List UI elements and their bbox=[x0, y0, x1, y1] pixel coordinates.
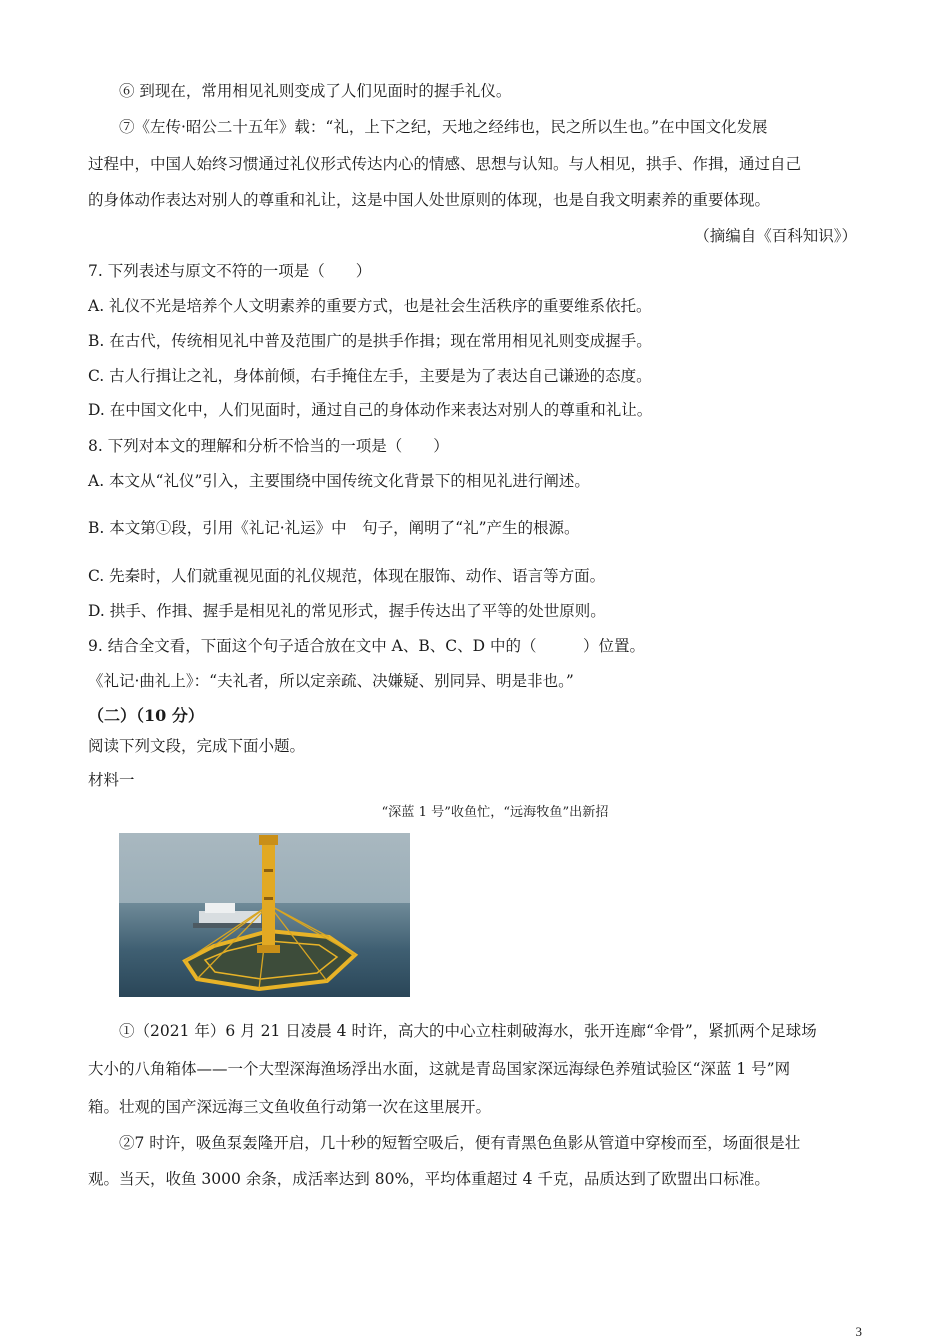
section-2-header: （二）（10 分） bbox=[88, 706, 204, 725]
question-7-option-c: C. 古人行揖让之礼，身体前倾，右手掩住左手，主要是为了表达自己谦逊的态度。 bbox=[88, 367, 652, 385]
paragraph-7-line-3: 的身体动作表达对别人的尊重和礼让，这是中国人处世原则的体现，也是自我文明素养的重要体现。 bbox=[88, 191, 771, 209]
line-text: 过程中，中国人始终习惯通过礼仪形式传达内心的情感、思想与认知。与人相见，拱手、作揖，通过自己 bbox=[88, 155, 802, 173]
article-paragraph-1-line-3: 箱。壮观的国产深远海三文鱼收鱼行动第一次在这里展开。 bbox=[88, 1098, 492, 1116]
fish-farm-photo bbox=[119, 833, 410, 997]
question-7-option-a: A. 礼仪不光是培养个人文明素养的重要方式，也是社会生活秩序的重要维系依托。 bbox=[88, 297, 652, 315]
question-8-option-c: C. 先秦时，人们就重视见面的礼仪规范，体现在服饰、动作、语言等方面。 bbox=[88, 567, 606, 585]
page-number: 3 bbox=[855, 1324, 862, 1339]
paragraph-7-line-2 bbox=[88, 154, 862, 174]
question-7-option-b: B. 在古代，传统相见礼中普及范围广的是拱手作揖；现在常用相见礼则变成握手。 bbox=[88, 332, 652, 350]
paragraph-6: ⑥ 到现在，常用相见礼则变成了人们见面时的握手礼仪。 bbox=[119, 82, 512, 100]
question-8-option-d: D. 拱手、作揖、握手是相见礼的常见形式，握手传达出了平等的处世原则。 bbox=[88, 602, 606, 620]
article-paragraph-2-line-2: 观。当天，收鱼 3000 余条，成活率达到 80%，平均体重超过 4 千克，品质达到了欧盟出口标准。 bbox=[88, 1170, 770, 1188]
article-paragraph-1-line-2 bbox=[88, 1059, 862, 1079]
article-paragraph-1-line-1: ①（2021 年）6 月 21 日凌晨 4 时许，高大的中心立柱刺破海水，张开连廊“伞骨”，紧抓两个足球场 bbox=[119, 1022, 817, 1040]
question-9-stem: 9. 结合全文看，下面这个句子适合放在文中 A、B、C、D 中的（ ）位置。 bbox=[88, 637, 645, 655]
question-8-option-b: B. 本文第①段，引用《礼记·礼运》中 句子，阐明了“礼”产生的根源。 bbox=[88, 519, 580, 537]
question-9-quote: 《礼记·曲礼上》：“夫礼者，所以定亲疏、决嫌疑、别同异、明是非也。” bbox=[88, 672, 574, 690]
question-7-option-d: D. 在中国文化中，人们见面时，通过自己的身体动作来表达对别人的尊重和礼让。 bbox=[88, 401, 653, 419]
article-paragraph-2-line-1: ②7 时许，吸鱼泵轰隆开启，几十秒的短暂空吸后，便有青黑色鱼影从管道中穿梭而至，场面很是壮 bbox=[119, 1134, 801, 1152]
paragraph-7-line-1: ⑦《左传·昭公二十五年》载：“礼，上下之纪，天地之经纬也，民之所以生也。”在中国文化发展 bbox=[119, 118, 768, 136]
source-citation: （摘编自《百科知识》） bbox=[694, 227, 857, 245]
question-7-stem: 7. 下列表述与原文不符的一项是（ ） bbox=[88, 262, 372, 280]
material-label: 材料一 bbox=[88, 771, 135, 789]
section-2-instruction: 阅读下列文段，完成下面小题。 bbox=[88, 737, 306, 755]
line-text: 大小的八角箱体——一个大型深海渔场浮出水面，这就是青岛国家深远海绿色养殖试验区“深蓝 1 号”网 bbox=[88, 1060, 791, 1078]
article-title: “深蓝 1 号”收鱼忙，“远海牧鱼”出新招 bbox=[381, 805, 609, 820]
question-8-stem: 8. 下列对本文的理解和分析不恰当的一项是（ ） bbox=[88, 437, 449, 455]
question-8-option-a: A. 本文从“礼仪”引入，主要围绕中国传统文化背景下的相见礼进行阐述。 bbox=[88, 472, 590, 490]
